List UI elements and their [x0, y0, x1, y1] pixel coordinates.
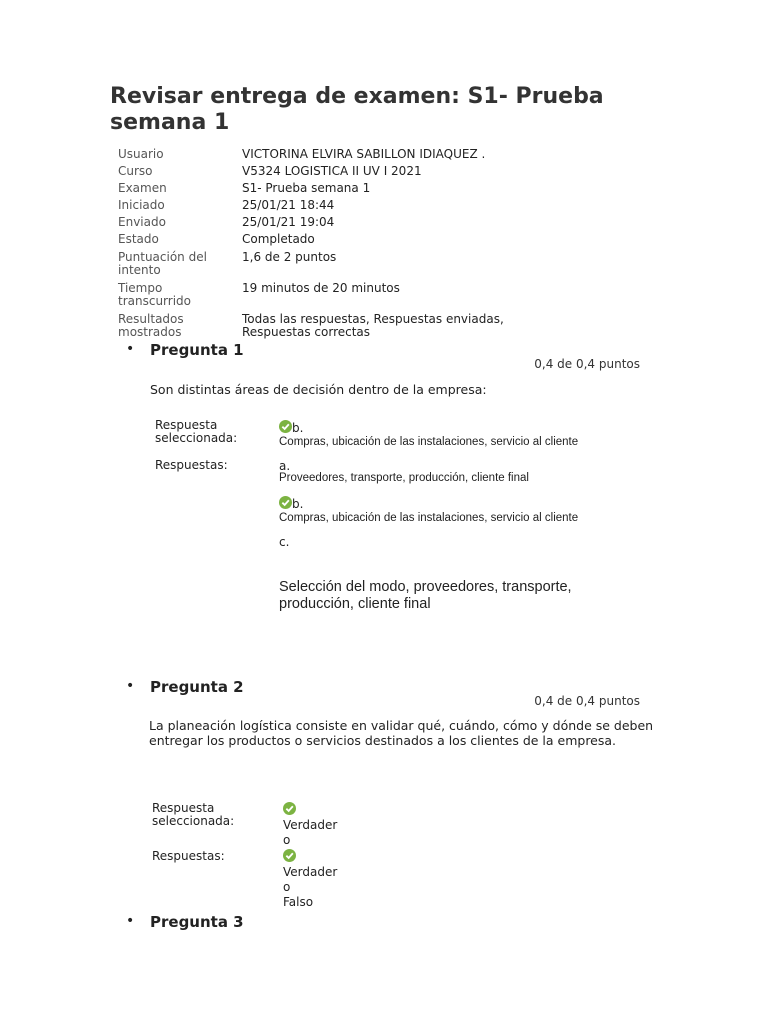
- answer-letter-b: b.: [292, 497, 304, 511]
- meta-value: 25/01/21 18:44: [242, 198, 335, 212]
- answer-text-true: Verdader o: [283, 865, 338, 894]
- meta-value: Todas las respuestas, Respuestas enviadas, Respuestas correctas: [242, 312, 504, 339]
- page-title: Revisar entrega de examen: S1- Prueba semana 1: [110, 84, 604, 135]
- answer-text-c: Selección del modo, proveedores, transporte, producción, cliente final: [279, 579, 572, 612]
- question-1-text: Son distintas áreas de decisión dentro de la empresa:: [150, 382, 487, 397]
- answer-letter-c: c.: [279, 535, 290, 549]
- question-title: Pregunta 2: [150, 678, 244, 696]
- bullet: •: [126, 341, 135, 357]
- question-2-text: La planeación logística consiste en validar qué, cuándo, cómo y dónde se deben entregar los productos o servicios destinados a los clientes de la empresa.: [149, 718, 654, 748]
- answer-letter-a: a.: [279, 459, 291, 473]
- selected-answer-label: Respuesta seleccionada:: [155, 418, 238, 445]
- answer-text-b: Compras, ubicación de las instalaciones, servicio al cliente: [279, 512, 579, 524]
- meta-value: VICTORINA ELVIRA SABILLON IDIAQUEZ .: [242, 147, 486, 161]
- meta-label: Examen: [118, 181, 167, 195]
- meta-value: 25/01/21 19:04: [242, 215, 335, 229]
- question-2-title: [126, 678, 244, 696]
- question-3-title: [126, 913, 244, 931]
- answers-label: Respuestas:: [152, 849, 225, 863]
- selected-answer-text: Verdader o: [283, 818, 338, 847]
- meta-label: Puntuación del intento: [118, 250, 207, 277]
- bullet: •: [126, 678, 135, 694]
- question-1-title: [126, 341, 244, 359]
- meta-label: Estado: [118, 232, 159, 246]
- answers-label: Respuestas:: [155, 458, 228, 472]
- question-title: Pregunta 1: [150, 341, 244, 359]
- selected-answer-label: Respuesta seleccionada:: [152, 801, 235, 828]
- meta-label: Iniciado: [118, 198, 165, 212]
- meta-value: S1- Prueba semana 1: [242, 181, 371, 195]
- answer-text-false: Falso: [283, 895, 314, 909]
- question-2-points: 0,4 de 0,4 puntos: [534, 694, 640, 708]
- meta-label: Usuario: [118, 147, 164, 161]
- meta-label: Curso: [118, 164, 153, 178]
- meta-value: V5324 LOGISTICA II UV I 2021: [242, 164, 422, 178]
- check-circle-icon: [279, 496, 292, 509]
- check-circle-icon: [283, 849, 296, 862]
- meta-value: Completado: [242, 232, 315, 246]
- selected-answer-text: Compras, ubicación de las instalaciones, servicio al cliente: [279, 436, 579, 448]
- check-circle-icon: [283, 802, 296, 815]
- answer-text-a: Proveedores, transporte, producción, cliente final: [279, 472, 529, 484]
- meta-label: Resultados mostrados: [118, 312, 184, 339]
- check-circle-icon: [279, 420, 292, 433]
- selected-letter: b.: [292, 421, 304, 435]
- meta-label: Tiempo transcurrido: [118, 281, 192, 308]
- meta-label: Enviado: [118, 215, 166, 229]
- meta-value: 19 minutos de 20 minutos: [242, 281, 400, 295]
- question-1-points: 0,4 de 0,4 puntos: [534, 357, 640, 371]
- question-title: Pregunta 3: [150, 913, 244, 931]
- meta-value: 1,6 de 2 puntos: [242, 250, 337, 264]
- bullet: •: [126, 913, 135, 929]
